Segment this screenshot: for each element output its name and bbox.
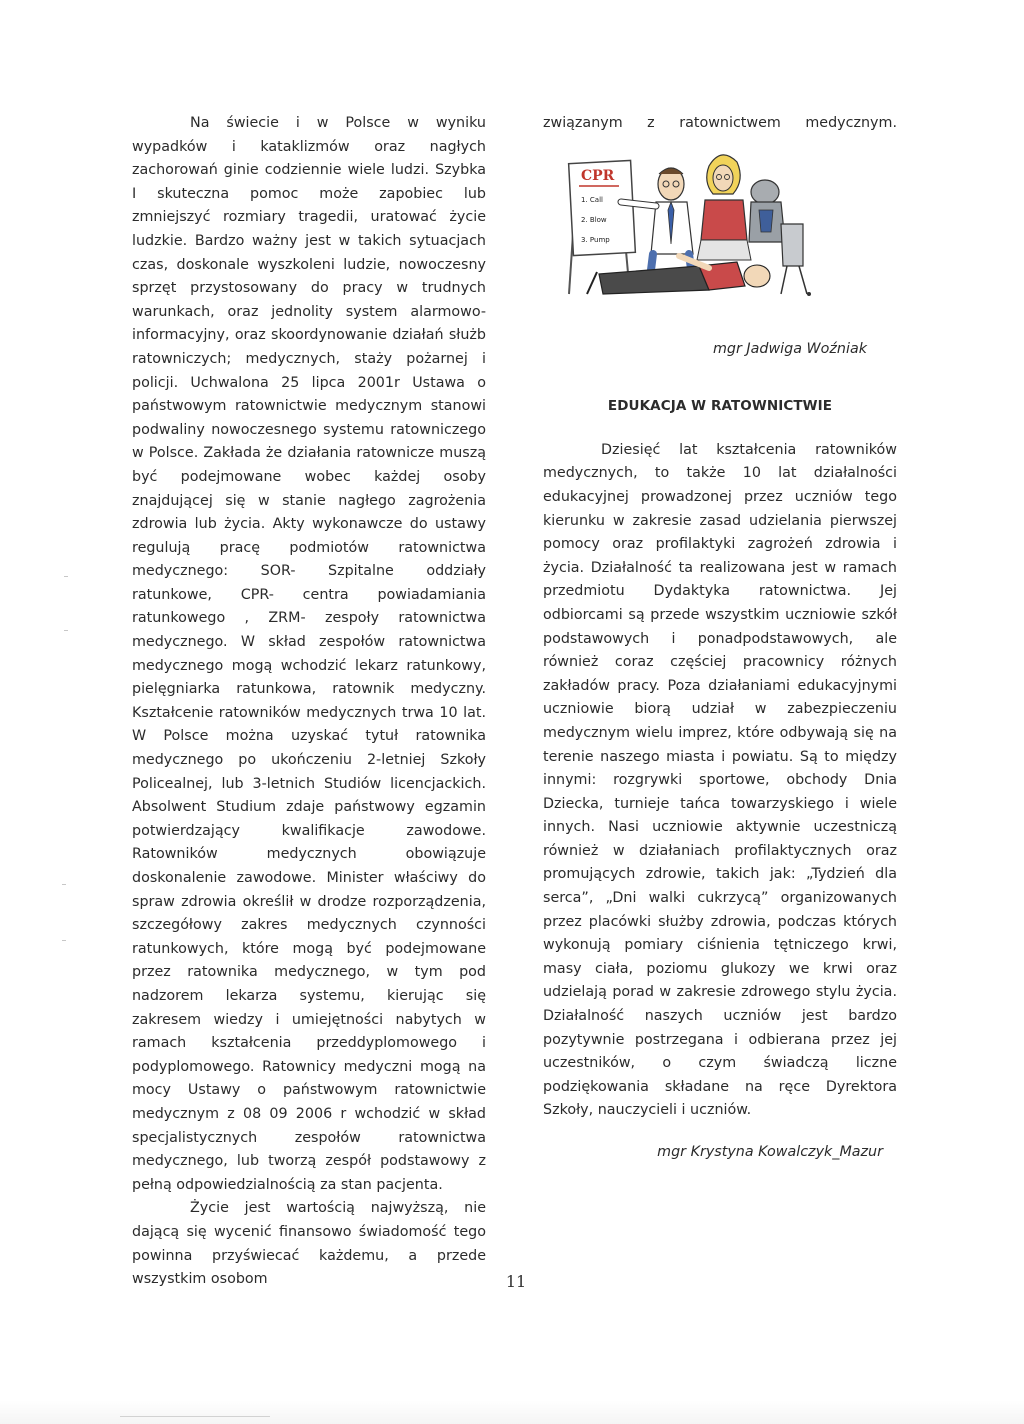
- sign-step-2: 2. Blow: [581, 215, 607, 224]
- cpr-illustration: [559, 144, 821, 314]
- right-paragraph: Dziesięć lat kształcenia ratowników medycznych, to także 10 lat działalności edukacyjnej prowadzonej przez uczniów tego kierunku w zakresie zasad udzielania pierwszej pomocy oraz profilaktyki zagrożeń zdrowia i życia. Działalność ta realizowana jest w ramach przedmiotu Dydaktyka ratownictwa. Jej odbiorcami są przede wszystkim uczniowie szkół podstawowych i ponadpodstawowych, ale również coraz częściej pracownicy różnych zakładów pracy. Poza działaniami edukacyjnymi uczniowie biorą udział w zabezpieczeniu medycznym wielu imprez, które odbywają się na terenie naszego miasta i powiatu. Są to między innymi: rozgrywki sportowe, obchody Dnia Dziecka, turnieje tańca towarzyskiego i wiele innych. Nasi uczniowie aktywnie uczestniczą również w działaniach profilaktycznych oraz promujących zdrowie, takich jak: „Tydzień dla serca”, „Dni walki cukrzycą” organizowanych przez placówki służby zdrowia, podczas których wykonują pomiary ciśnienia tętniczego krwi, masy ciała, poziomu glukozy we krwi oraz udzielają porad w zakresie zdrowego stylu życia. Działalność naszych uczniów jest bardzo pozytywnie postrzegana i odbierana przez jej uczestników, o czym świadczą liczne podziękowania składane na ręce Dyrektora Szkoły, nauczycieli i uczniów.: [543, 441, 897, 1119]
- sign-step-1: 1. Call: [581, 195, 603, 204]
- scan-bottom-edge: [0, 1400, 1024, 1424]
- left-paragraph-2: Życie jest wartością najwyższą, nie dającą się wycenić finansowo świadomość tego powinna przyświecać każdemu, a przede wszystkim osobom: [132, 1200, 486, 1288]
- scan-artifact-dot: [62, 940, 66, 941]
- author-signature-1: mgr Jadwiga Woźniak: [713, 340, 867, 357]
- woman-figure: [697, 154, 751, 259]
- right-column: [543, 112, 897, 1165]
- lying-patient-figure: [587, 256, 770, 294]
- left-column: [132, 112, 486, 1292]
- scan-artifact-dot: [62, 884, 66, 885]
- section-title: EDUKACJA W RATOWNICTWIE: [607, 398, 833, 415]
- scan-artifact-dot: [64, 630, 68, 631]
- scan-artifact-line: [120, 1416, 270, 1417]
- left-paragraph-1: Na świecie i w Polsce w wyniku wypadków i kataklizmów oraz nagłych zachorowań ginie codziennie wiele ludzi. Szybka I skuteczna pomoc może zapobiec lub zmniejszyć rozmiary tragedii, uratować życie ludzkie. Bardzo ważny jest w takich sytuacjach czas, doskonale wyszkoleni ludzie, nowoczesny sprzęt przystosowany do pracy w trudnych warunkach, oraz jednolity system alarmowo-informacyjny, oraz skoordynowanie działań służb ratowniczych; medycznych, staży pożarnej i policji. Uchwalona 25 lipca 2001r Ustawa o państwowym ratownictwie medycznym stanowi podwaliny nowoczesnego systemu ratowniczego w Polsce. Zakłada że działania ratownicze muszą być podejmowane wobec każdej osoby znajdującej się w stanie nagłego zagrożenia zdrowia lub życia. Akty wykonawcze do ustawy regulują pracę podmiotów ratownictwa medycznego: SOR- Szpitalne oddziały ratunkowe, CPR- centra powiadamiania ratunkowego , ZRM- zespoły ratownictwa medycznego. W skład zespołów ratownictwa medycznego mogą wchodzić lekarz ratunkowy, pielęgniarka ratunkowa, ratownik medyczny. Kształcenie ratowników medycznych trwa 10 lat. W Polsce można uzyskać tytuł ratownika medycznego po ukończeniu 2-letniej Szkoły Policealnej, lub 3-letnich Studiów licencjackich. Absolwent Studium zdaje państwowy egzamin potwierdzający kwalifikacje zawodowe. Ratowników medycznych obowiązuje doskonalenie zawodowe. Minister właściwy do spraw zdrowia określił w drodze rozporządzenia, szczegółowy zakres medycznych czynności ratunkowych, które mogą być podejmowane przez ratownika medycznego, w tym pod nadzorem lekarza systemu, kierując się zakresem wiedzy i umiejętności nabytych w ramach kształcenia przeddyplomowego i podyplomowego. Ratownicy medyczni mogą na mocy Ustawy o państwowym ratownictwie medycznym z 08 09 2006 r wchodzić w skład specjalistycznych zespołów ratownictwa medycznego, lub tworzą zespół podstawowy z pełną odpowiedzialnością za stan pacjenta.: [132, 115, 486, 1193]
- scan-artifact-dot: [64, 576, 68, 577]
- page-number: 11: [505, 1272, 527, 1291]
- author-signature-2: mgr Krystyna Kowalczyk_Mazur: [657, 1144, 883, 1160]
- sign-title: CPR: [581, 167, 615, 184]
- sign-step-3: 3. Pump: [581, 235, 610, 244]
- continued-text: związanym z ratownictwem medycznym.: [543, 115, 897, 131]
